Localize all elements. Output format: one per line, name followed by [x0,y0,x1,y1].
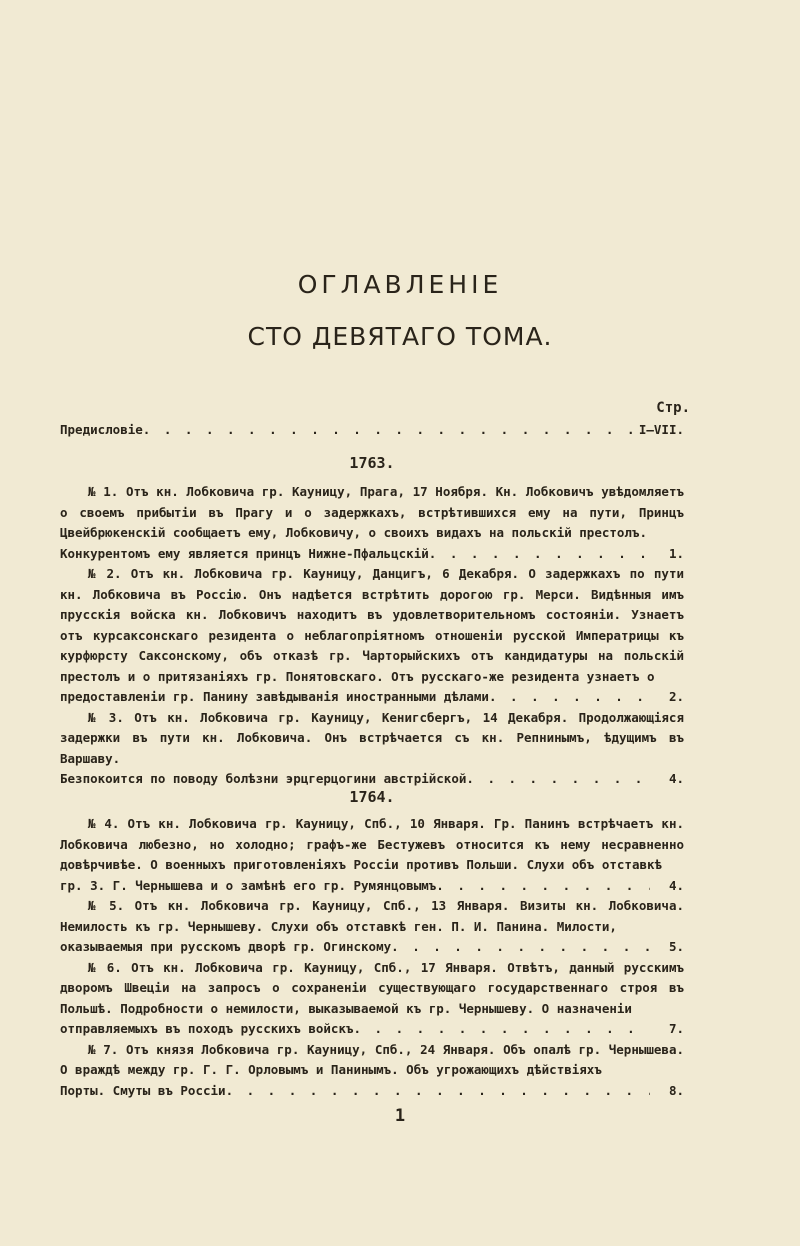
entry-text: № 4. Отъ кн. Лобковича гр. Кауницу, Спб., 10 Января. Гр. Панинъ встрѣчаетъ кн. Лобковича любезно, но холодно; графъ-же Бестужевъ относится къ нему несравненно довѣрчивѣе. О военныхъ приготовленіяхъ Россіи противъ Польши. Слухи объ отставкѣ [60,816,684,872]
entry-page: 5. [668,939,684,954]
entry-text: № 1. Отъ кн. Лобковича гр. Кауницу, Прага, 17 Ноября. Кн. Лобковичъ увѣдомляетъ о своемъ прибытіи въ Прагу и о задержкахъ, встрѣтившихся ему на пути, Принцъ Цвейбрюкенскій сообщаетъ ему, Лобковичу, о своихъ видахъ на польскій престолъ. [60,484,684,540]
entry-page: 4. [668,877,684,893]
leader-dots [391,937,650,958]
entry-tail: оказываемыя при русскомъ дворѣ гр. Огинскому [60,939,392,954]
leader-dots [429,544,650,565]
year-heading-1763: 1763. [349,454,395,472]
toc-entry [60,708,684,790]
leader-dots [466,769,650,790]
entry-tail: отправляемыхъ въ походъ русскихъ войскъ [60,1021,354,1036]
entry-tail: Порты. Смуты въ Россіи [60,1082,226,1098]
toc-entry [60,896,684,958]
toc-entry [60,958,684,1040]
entry-text: № 6. Отъ кн. Лобковича гр. Кауницу, Спб., 17 Января. Отвѣтъ, данный русскимъ дворомъ Швеціи на запросъ о сохраненіи существующаго государственнаго строя въ Польшѣ. Подробности о немилости, выказываемой къ гр. Чернышеву. О назначеніи [60,959,684,1016]
folio-text: 1 [394,1106,406,1126]
page-title: ОГЛАВЛЕНІЕ [297,270,503,299]
entry-text: № 5. Отъ кн. Лобковича гр. Кауницу, Спб., 13 Января. Визиты кн. Лобковича. Немилость къ гр. Чернышеву. Слухи объ отставкѣ ген. П. И. Панина. Милости, [60,898,684,934]
entry-page: 4. [668,771,684,786]
page-column-label: Стр. [656,400,690,416]
entry-tail: Безпокоится по поводу болѣзни эрцгерцогини австрійской [60,771,467,786]
leader-dots [143,420,635,441]
entry-page: 7. [668,1021,684,1036]
leader-dots [226,1081,650,1102]
toc-entry [60,482,684,564]
entry-tail: гр. З. Г. Чернышева и о замѣнѣ его гр. Румянцовымъ [60,877,437,893]
entries-1763 [60,482,684,790]
volume-subtitle: СТО ДЕВЯТАГО ТОМА. [247,322,553,351]
entries-1764 [60,814,684,1101]
leader-dots [489,687,650,708]
leader-dots [436,876,650,897]
entry-text: № 3. Отъ кн. Лобковича гр. Кауницу, Кенигсбергъ, 14 Декабря. Продолжающіяся задержки въ пути кн. Лобковича. Онъ встрѣчается съ кн. Репнинымъ, ѣдущимъ въ Варшаву. [60,709,684,766]
entry-tail: Конкурентомъ ему является принцъ Нижне-Пфальцскій [60,545,429,561]
entry-text: № 7. Отъ князя Лобковича гр. Кауницу, Спб., 24 Января. Объ опалѣ гр. Чернышева. О враждѣ между гр. Г. Г. Орловымъ и Панинымъ. Объ угрожающихъ дѣйствіяхъ [60,1041,684,1077]
toc-entry [60,814,684,896]
entry-page: 8. [668,1082,684,1098]
entry-tail: предоставленіи гр. Панину завѣдыванія иностранными дѣлами [60,689,489,704]
page-number [0,1106,800,1126]
leader-dots [354,1019,651,1040]
entry-text: № 2. Отъ кн. Лобковича гр. Кауницу, Данцигъ, 6 Декабря. О задержкахъ по пути кн. Лобковича въ Россію. Онъ надѣется встрѣтить дорогою гр. Мерси. Видѣнныя имъ прусскія войска кн. Лобковичъ находитъ въ удовлетворительномъ состояніи. Узнаетъ отъ курсаксонскаго резидента о неблагопріятномъ отношеніи русской Императрицы къ курфюрсту Саксонскому, объ отказѣ гр. Чарторыйскихъ отъ кандидатуры на польскій престолъ и о притязаніяхъ гр. Понятовскаго. Отъ русскаго-же резидента узнаетъ о [60,566,684,684]
preface-text: Предисловіе [60,422,143,437]
entry-page: 2. [668,689,684,704]
preface-page: I—VII. [638,422,684,437]
preface-line [60,420,684,441]
year-heading-1764: 1764. [349,788,395,806]
entry-page: 1. [668,545,684,561]
toc-entry [60,564,684,708]
toc-entry [60,1040,684,1102]
